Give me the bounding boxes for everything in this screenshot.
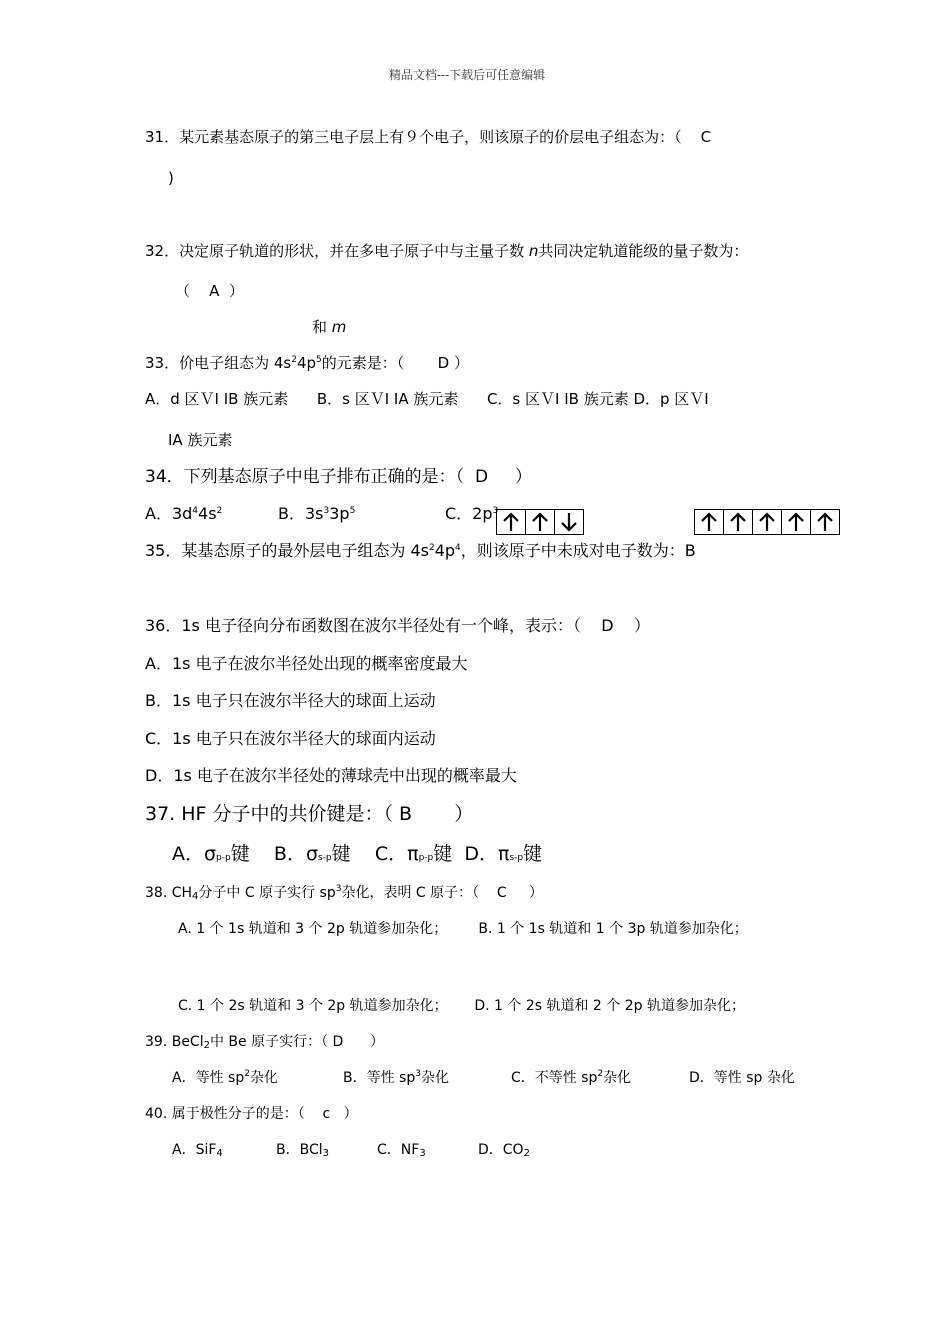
q35-sup1: 2 [428,543,435,553]
question-34: 34．下列基态原子中电子排布正确的是：（ D ） [145,467,533,487]
question-36-d: D．1s 电子在波尔半径处的薄球壳中出现的概率最大 [145,766,517,785]
up-arrow-icon [787,512,805,532]
q39-option-b [343,1069,449,1087]
orbital-cell [555,510,583,534]
q35-c: ，则该原子中未成对电子数为：B [460,541,696,560]
question-31: 31．某元素基态原子的第三电子层上有９个电子，则该原子的价层电子组态为：（ C [145,128,712,146]
q40-option-d [478,1141,530,1163]
orbital-cell [811,510,839,534]
q40-d: D．CO [478,1142,524,1158]
q37-a-sub: p-p [216,853,231,863]
orbital-cell [695,510,724,534]
q40-a: A．SiF [172,1142,217,1158]
q39-option-d: D．等性 sp 杂化 [689,1070,795,1086]
q33-sup2: 5 [316,355,322,365]
q39-option-c [511,1069,631,1087]
q39-a1: A．等性 sp [172,1070,245,1086]
q37-c: C．π [374,843,419,865]
question-33-options: A．d 区ＶⅠ ⅠB 族元素 B．s 区ＶⅠ ⅠA 族元素 C．s 区ＶⅠ ⅠB 族元素 D．p 区ＶⅠ [145,390,709,408]
q37-key-a: 键 [230,843,250,865]
q34-c1: C．2p [445,504,493,523]
q39-b: 中 Be 原子实行：（ D ） [209,1034,385,1050]
q37-a: A．σ [172,843,217,865]
q40-b: B．BCl [276,1142,323,1158]
orbital-cell [782,510,811,534]
down-arrow-icon [560,512,578,532]
question-33-options-2: ⅠA 族元素 [168,431,233,449]
q33-b: 4p [296,354,317,372]
q34-a-sup1: 4 [192,506,199,516]
q34-c-sup1: 3 [492,506,499,516]
up-arrow-icon [700,512,718,532]
q40-c-sub: 3 [419,1148,426,1159]
q34-b1: B．3s [278,504,324,523]
question-38 [145,884,543,906]
q37-b: B．σ [273,843,318,865]
up-arrow-icon [729,512,747,532]
q34-option-c [445,505,498,523]
q39-c2: 杂化 [603,1070,632,1086]
question-31-close: ) [168,169,174,187]
q37-b-sub: s-p [318,853,332,863]
question-32 [145,242,748,260]
q38-c: 杂化，表明 C 原子：（ C ） [341,885,543,901]
question-39 [145,1033,384,1055]
question-37-options [172,843,542,869]
q33-sup1: 2 [291,355,297,365]
orbital-box-2 [694,509,840,535]
q37-key-d: 键 [523,843,543,865]
q32-m: m [331,318,347,336]
q40-option-a [172,1141,223,1163]
question-36-c: C．1s 电子只在波尔半径大的球面内运动 [145,729,436,748]
q37-d: D．π [464,843,510,865]
page-header: 精品文档---下载后可任意编辑 [389,68,546,82]
q40-c: C．NF [377,1142,420,1158]
orbital-box-1 [496,509,584,535]
q40-a-sub: 4 [216,1148,223,1159]
q32-text-b: 共同决定轨道能级的量子数为： [538,242,749,260]
q39-b-sup: 3 [415,1069,421,1079]
q32-extra-text: 和 [312,318,332,336]
question-35 [145,542,696,560]
q39-b1: B．等性 sp [343,1070,416,1086]
q39-a2: 杂化 [249,1070,278,1086]
q39-a: 39. BeCl [145,1034,204,1050]
question-36-a: A．1s 电子在波尔半径处出现的概率密度最大 [145,654,468,673]
orbital-cell [753,510,782,534]
q35-a: 35．某基态原子的最外层电子组态为 4s [145,541,429,560]
question-38-cd: C. 1 个 2s 轨道和 3 个 2p 轨道参加杂化； D. 1 个 2s 轨道和 2 个 2p 轨道参加杂化； [178,998,745,1014]
q34-a1: A．3d [145,504,193,523]
q34-b-sup2: 5 [349,506,356,516]
q33-c: 的元素是：（ D ） [321,354,469,372]
q40-option-b [276,1141,329,1163]
up-arrow-icon [531,512,549,532]
q39-c1: C．不等性 sp [511,1070,598,1086]
q34-option-b [278,505,355,523]
q40-d-sub: 2 [523,1148,530,1159]
q35-sup2: 4 [455,543,461,553]
q34-a-sup2: 2 [216,506,223,516]
q32-n: n [528,242,539,260]
q37-d-sub: s-p [509,853,524,863]
question-40: 40. 属于极性分子的是：（ c ） [145,1106,358,1122]
up-arrow-icon [758,512,776,532]
q39-b2: 杂化 [420,1070,449,1086]
q34-a2: 4s [198,504,217,523]
q34-option-a [145,505,222,523]
question-32-extra [312,318,346,336]
question-37: 37. HF 分子中的共价键是：（ B ） [145,803,474,825]
orbital-cell [526,510,555,534]
q35-b: 4p [434,541,456,560]
q39-s1: 2 [203,1040,210,1051]
q38-b: 分子中 C 原子实行 sp [198,885,336,901]
q33-a: 33．价电子组态为 4s [145,354,292,372]
question-33 [145,354,469,372]
q40-b-sub: 3 [322,1148,330,1159]
q39-a-sup: 2 [244,1069,250,1079]
q34-b2: 3p [329,504,350,523]
q39-option-a [172,1069,278,1087]
up-arrow-icon [502,512,520,532]
question-36-b: B．1s 电子只在波尔半径大的球面上运动 [145,691,436,710]
q37-key-b: 键 [331,843,351,865]
q37-key-c: 键 [433,843,453,865]
q38-a: 38. CH [145,885,193,901]
question-38-ab: A. 1 个 1s 轨道和 3 个 2p 轨道参加杂化； B. 1 个 1s 轨道和 1 个 3p 轨道参加杂化； [178,921,748,937]
q34-b-sup1: 3 [323,506,330,516]
question-36: 36．1s 电子径向分布函数图在波尔半径处有一个峰，表示：（ D ） [145,616,650,635]
question-32-answer: （ A ） [175,282,244,300]
q40-option-c [377,1141,426,1163]
q38-s1: 4 [192,891,199,902]
orbital-cell [497,510,526,534]
q39-c-sup: 2 [597,1069,604,1079]
q37-c-sub: p-p [418,853,434,863]
orbital-cell [724,510,753,534]
q32-text-a: 32．决定原子轨道的形状，并在多电子原子中与主量子数 [145,242,529,260]
q38-s2: 3 [335,884,342,894]
up-arrow-icon [816,512,834,532]
